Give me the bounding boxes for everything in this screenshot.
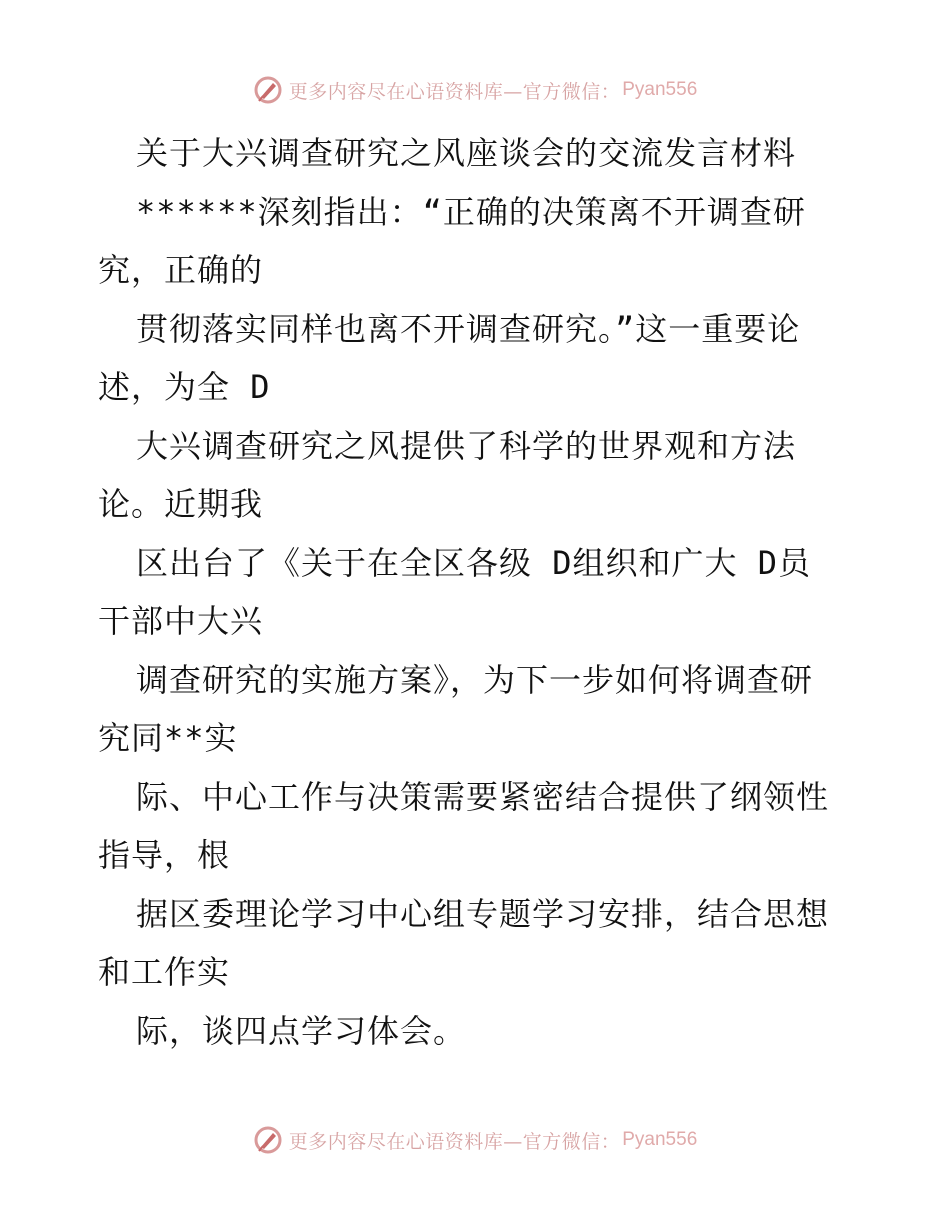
footer-banner (0, 1120, 950, 1160)
text-line: 指导，根 (98, 836, 231, 874)
document-title: 关于大兴调查研究之风座谈会的交流发言材料 (136, 134, 797, 172)
quill-pen-logo-icon (253, 75, 283, 105)
text-line: 际、中心工作与决策需要紧密结合提供了纲领性 (136, 777, 830, 816)
text-line: 述，为全 D (98, 368, 271, 406)
text-line: 调查研究的实施方案》，为下一步如何将调查研 (136, 660, 814, 699)
text-line: 和工作实 (98, 953, 231, 991)
text-line: 据区委理论学习中心组专题学习安排，结合思想 (136, 894, 830, 933)
header-brand-text: 更多内容尽在心语资料库—官方微信： (288, 80, 621, 103)
text-line: 区出台了《关于在全区各级 D组织和广大 D员 (136, 543, 812, 582)
text-line: 大兴调查研究之风提供了科学的世界观和方法 (136, 426, 797, 465)
text-line: 干部中大兴 (98, 602, 264, 640)
text-line: 究，正确的 (98, 251, 264, 289)
quill-pen-logo-icon (253, 1125, 283, 1155)
text-line: 际，谈四点学习体会。 (136, 1011, 467, 1050)
text-line: ******深刻指出：“正确的决策离不开调查研 (136, 192, 806, 231)
header-banner (0, 70, 950, 110)
header-wechat-id: Pyan556 (622, 79, 698, 100)
footer-wechat-id: Pyan556 (622, 1129, 698, 1150)
text-line: 贯彻落实同样也离不开调查研究。”这一重要论 (136, 309, 801, 348)
text-line: 论。近期我 (98, 485, 264, 523)
document-body (98, 124, 868, 1060)
text-line: 究同**实 (98, 719, 238, 757)
footer-brand-text: 更多内容尽在心语资料库—官方微信： (288, 1130, 621, 1153)
